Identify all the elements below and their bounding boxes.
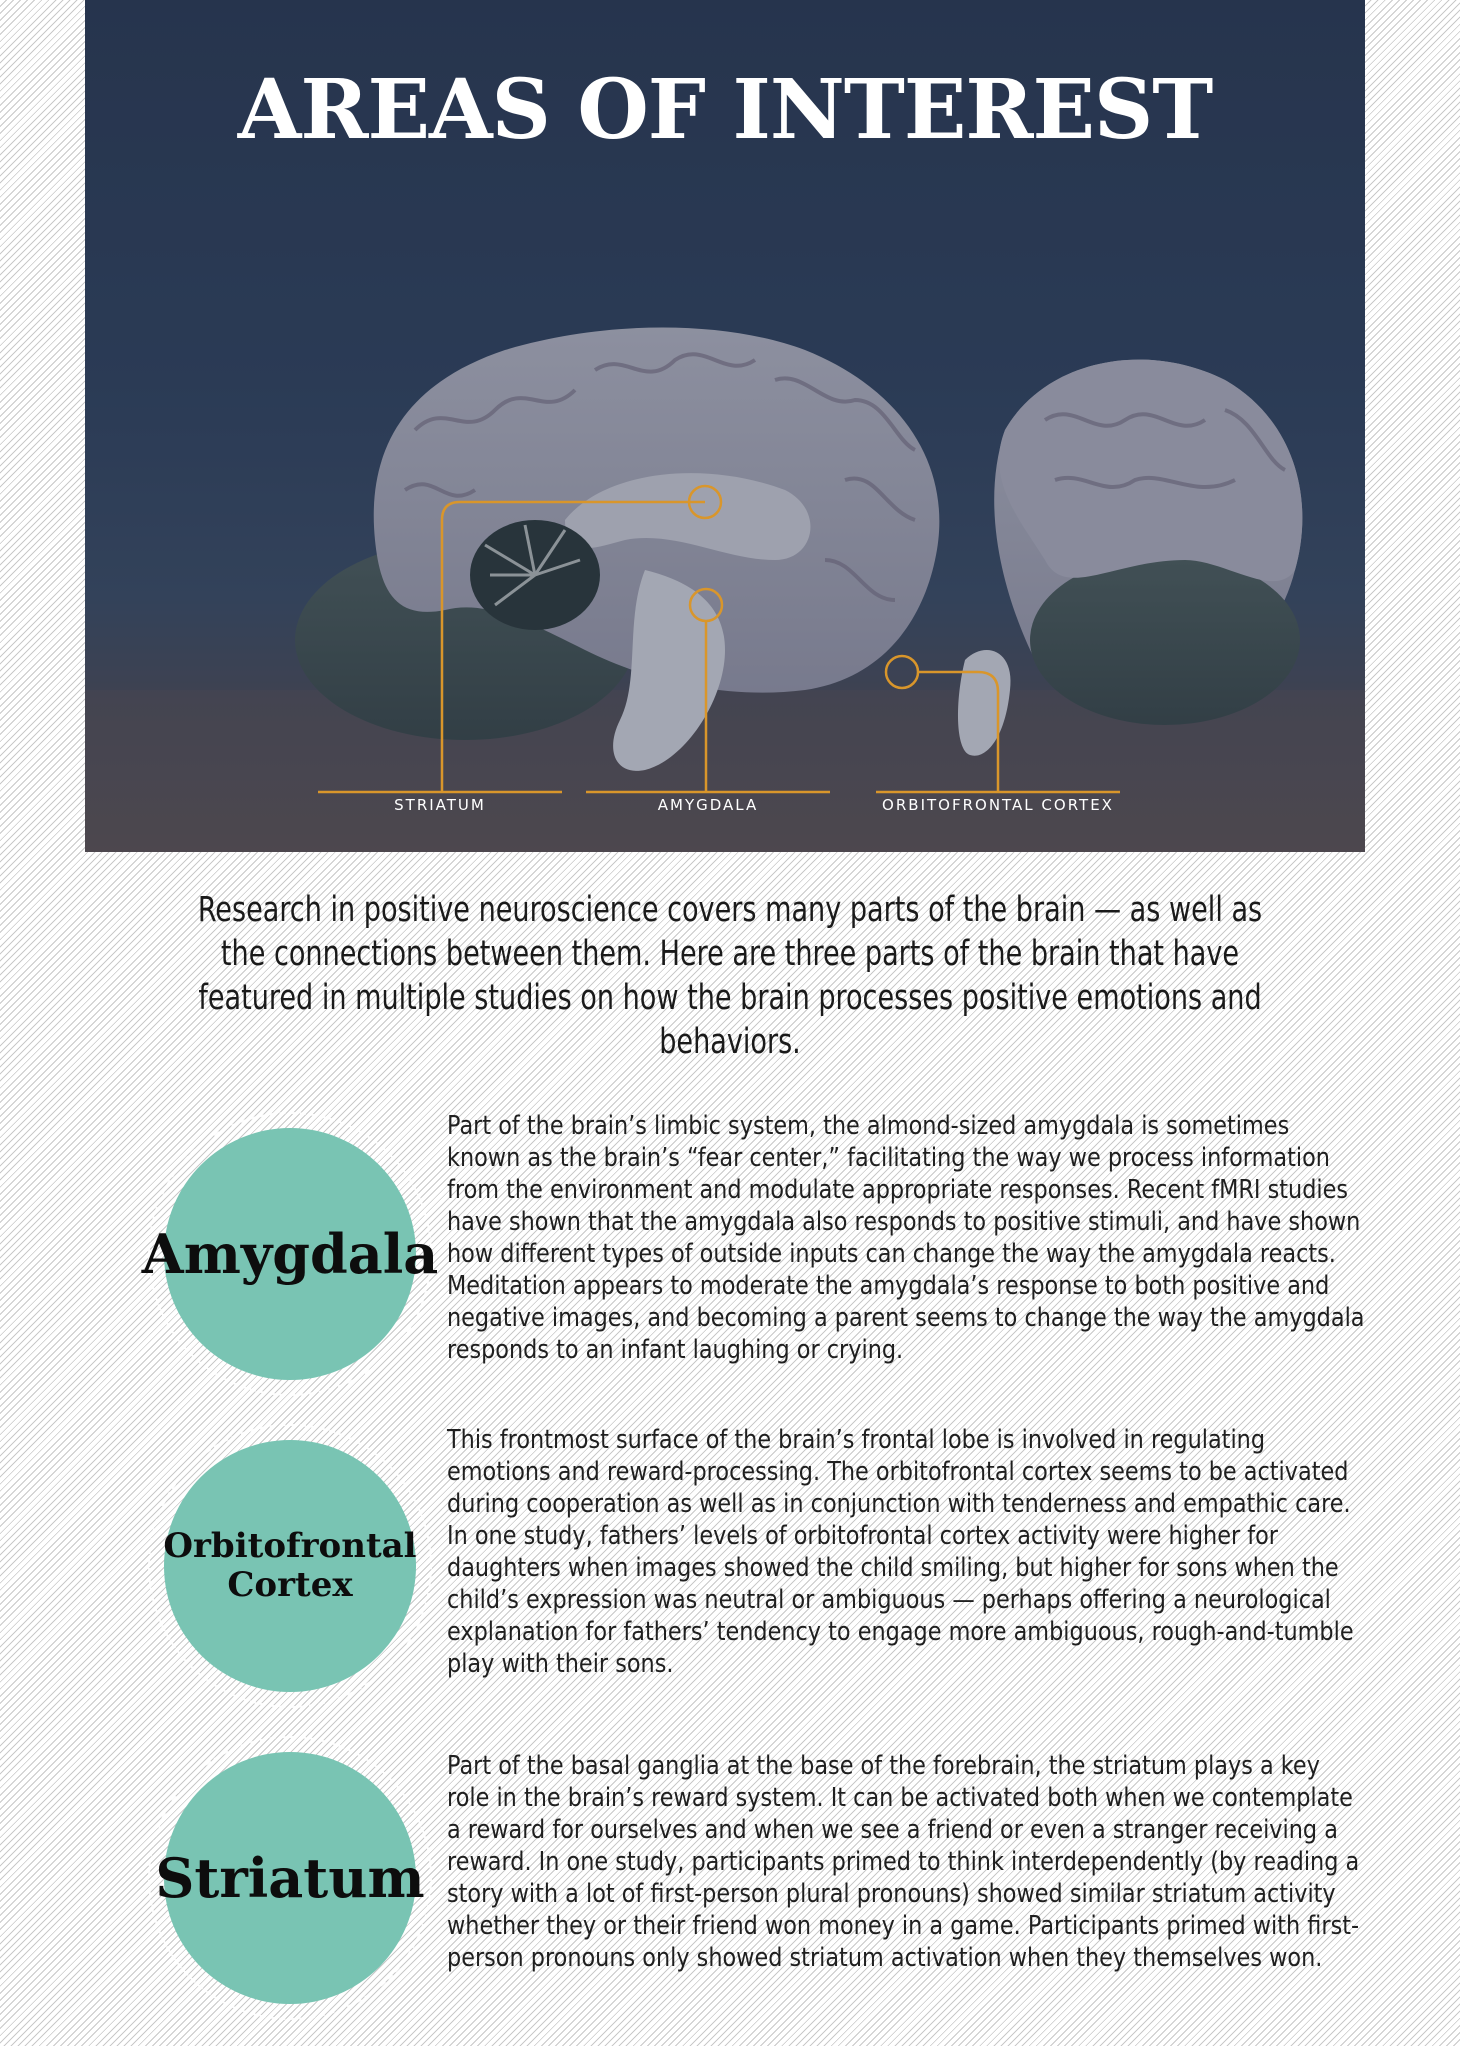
badge-striatum: [155, 1752, 425, 2004]
badge-label: Striatum: [155, 1846, 425, 1910]
badge-amygdala: [141, 1128, 439, 1380]
badge-label: Amygdala: [141, 1222, 439, 1286]
intro-paragraph: Research in positive neuroscience covers many parts of the brain — as well as the connections between them. Here are three parts of the brain that have featured in multiple studies on how the brain processes positive emotions and behaviors.: [197, 890, 1263, 1062]
badge-label-line2: Cortex: [227, 1565, 353, 1605]
callout-label-striatum: STRIATUM: [394, 796, 486, 814]
hero-image-panel: [85, 0, 1365, 852]
section-text-orbitofrontal-cortex: This frontmost surface of the brain’s frontal lobe is involved in regulating emotions and reward-processing. The orbitofrontal cortex seems to be activated during cooperation as well as in conjunction with tenderness and empathic care. In one study, fathers’ levels of orbitofrontal cortex activity were higher for daughters when images showed the child smiling, but higher for sons when the child’s expression was neutral or ambiguous — perhaps offering a neurological explanation for fathers’ tendency to engage more ambiguous, rough-and-tumble play with their sons.: [447, 1425, 1354, 1679]
page-title: AREAS OF INTEREST: [237, 62, 1213, 158]
callout-label-amygdala: AMYGDALA: [657, 796, 759, 814]
badge-orbitofrontal-cortex: [164, 1440, 416, 1692]
section-text-amygdala: Part of the brain’s limbic system, the almond-sized amygdala is sometimes known as the brain’s “fear center,” facilitating the way we process information from the environment and modulate appropriate responses. Recent fMRI studies have shown that the amygdala also responds to positive stimuli, and have shown how different types of outside inputs can change the way the amygdala reacts. Meditation appears to moderate the amygdala’s response to both positive and negative images, and becoming a parent seems to change the way the amygdala responds to an infant laughing or crying.: [447, 1111, 1365, 1365]
badge-label-line1: Orbitofrontal: [163, 1526, 417, 1566]
section-text-striatum: Part of the basal ganglia at the base of the forebrain, the striatum plays a key role in the brain’s reward system. It can be activated both when we contemplate a reward for ourselves and when we see a friend or even a stranger receiving a reward. In one study, participants primed to think interdependently (by reading a story with a lot of first-person plural pronouns) showed similar striatum activity whether they or their friend won money in a game. Participants primed with first-person pronouns only showed striatum activation when they themselves won.: [447, 1751, 1360, 1973]
callout-label-orbitofrontal: ORBITOFRONTAL CORTEX: [882, 796, 1114, 814]
